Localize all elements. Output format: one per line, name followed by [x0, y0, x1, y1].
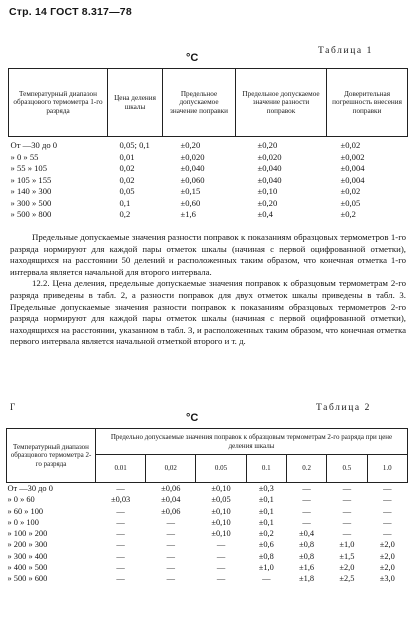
table1-row	[9, 137, 408, 152]
value-cell: —	[262, 574, 271, 584]
value-cell: —	[342, 484, 352, 493]
value-cell: ±0,10	[257, 186, 278, 196]
value-cell: ±1,0	[258, 563, 274, 573]
value-cell: ±0,040	[257, 163, 282, 173]
value-cell: —	[302, 484, 311, 493]
value-cell: —	[216, 563, 226, 573]
value-cell: —	[216, 574, 226, 584]
page-header: Стр. 14 ГОСТ 8.317—78	[9, 6, 132, 18]
value-cell: ±0,004	[340, 163, 365, 173]
value-cell: —	[342, 529, 352, 539]
value-cell: —	[342, 495, 352, 505]
table2-group-header: Предельно допускаемые значения поправок к образцовым термометрам 2-го разряда при цене деления шкалы	[96, 429, 408, 455]
table2-subheader: 0.01	[96, 455, 146, 483]
range-cell: » 105 » 155	[10, 174, 52, 185]
value-cell: ±0,03	[110, 495, 131, 505]
value-cell: —	[166, 540, 175, 550]
value-cell: ±0,10	[211, 529, 231, 539]
range-cell: » 500 » 800	[10, 209, 52, 219]
value-cell: ±1,8	[299, 574, 315, 584]
value-cell: ±1,6	[299, 563, 315, 573]
value-cell: —	[116, 551, 125, 561]
value-cell: ±1,6	[180, 209, 196, 219]
range-cell: » 0 » 100	[7, 517, 39, 527]
value-cell: ±0,06	[161, 484, 181, 493]
value-cell: ±0,10	[211, 484, 231, 493]
value-cell: ±0,05	[211, 495, 231, 505]
value-cell: ±0,020	[257, 151, 282, 162]
value-cell: ±0,8	[299, 540, 315, 550]
table1-header: Предельное допускаемое значение разности поправок	[236, 69, 327, 137]
value-cell: 0,01	[119, 151, 135, 162]
range-cell: От —30 до 0	[7, 484, 53, 493]
value-cell: ±0,1	[258, 495, 274, 505]
value-cell: —	[166, 529, 175, 539]
value-cell: ±0,05	[340, 197, 361, 208]
table1-header: Предельное допускаемое значение поправки	[163, 69, 236, 137]
value-cell: —	[302, 517, 311, 527]
value-cell: ±0,002	[340, 151, 365, 162]
value-cell: ±0,004	[340, 174, 365, 185]
table1-header: Температурный диапазон образцового термометра 1-го разряда	[9, 69, 108, 137]
value-cell: ±0,02	[340, 186, 361, 196]
table2-subheader: 0.05	[196, 455, 246, 483]
value-cell: ±0,040	[180, 163, 205, 173]
value-cell: 0,05	[119, 186, 135, 196]
table2-caption: Таблица 2	[316, 403, 372, 413]
value-cell: —	[383, 529, 392, 539]
value-cell: —	[116, 540, 125, 550]
value-cell: —	[116, 574, 125, 584]
value-cell: —	[166, 551, 175, 561]
value-cell: ±0,20	[257, 140, 278, 150]
table2-header: Температурный диапазон образцового термометра 2-го разряда	[7, 429, 96, 483]
value-cell: ±2,0	[379, 563, 395, 573]
value-cell: 0,02	[119, 163, 135, 173]
value-cell: ±0,4	[299, 529, 315, 539]
value-cell: ±0,1	[258, 517, 274, 527]
body-text	[10, 232, 406, 348]
table2-row	[7, 517, 408, 528]
value-cell: —	[166, 574, 175, 584]
value-cell: ±0,60	[180, 197, 201, 208]
value-cell: —	[166, 563, 175, 573]
margin-mark: Г	[10, 402, 16, 412]
value-cell: —	[116, 529, 125, 539]
value-cell: ±0,10	[211, 517, 231, 527]
table2-subheader: 0.5	[327, 455, 367, 483]
value-cell: —	[116, 484, 125, 493]
range-cell: » 0 » 60	[7, 495, 35, 505]
table1-caption: Таблица 1	[318, 46, 374, 56]
value-cell: ±2,0	[379, 551, 395, 561]
range-cell: » 140 » 300	[10, 186, 52, 196]
value-cell: —	[383, 517, 392, 527]
range-cell: » 100 » 200	[7, 529, 48, 539]
value-cell: —	[342, 517, 352, 527]
table2-subheader: 0,02	[146, 455, 196, 483]
value-cell: —	[302, 506, 311, 516]
value-cell: 0,1	[119, 197, 131, 208]
table1-unit: °C	[186, 52, 199, 64]
table2-subheader: 1.0	[367, 455, 407, 483]
value-cell: 0,2	[119, 209, 131, 219]
table1-header: Цена деления шкалы	[108, 69, 163, 137]
value-cell: ±1,0	[339, 540, 355, 550]
value-cell: —	[383, 484, 392, 493]
range-cell: » 200 » 300	[7, 540, 48, 550]
value-cell: —	[383, 506, 392, 516]
table2-row	[7, 483, 408, 495]
value-cell: ±3,0	[379, 574, 395, 584]
value-cell: —	[116, 517, 125, 527]
range-cell: » 300 » 400	[7, 551, 48, 561]
value-cell: ±0,4	[257, 209, 273, 219]
value-cell: ±0,060	[180, 174, 205, 185]
value-cell: —	[342, 506, 352, 516]
value-cell: —	[116, 563, 125, 573]
value-cell: ±0,2	[340, 209, 356, 219]
table1-row	[9, 198, 408, 210]
table2-row	[7, 573, 408, 584]
value-cell: ±0,3	[258, 484, 274, 493]
table1-row	[9, 152, 408, 164]
value-cell: —	[302, 495, 311, 505]
value-cell: ±1,5	[339, 551, 355, 561]
table2-subheader: 0.1	[246, 455, 286, 483]
value-cell: ±0,8	[258, 551, 274, 561]
value-cell: ±0,20	[257, 197, 278, 208]
table1	[8, 68, 408, 221]
value-cell: ±0,2	[258, 529, 274, 539]
value-cell: ±2,0	[379, 540, 395, 550]
value-cell: ±0,1	[258, 506, 274, 516]
table2-row	[7, 551, 408, 562]
table2-subheader: 0.2	[286, 455, 326, 483]
value-cell: ±0,020	[180, 151, 205, 162]
value-cell: ±0,6	[258, 540, 274, 550]
range-cell: » 300 » 500	[10, 197, 52, 208]
value-cell: ±0,04	[161, 495, 181, 505]
paragraph: Предельные допускаемые значения разности поправок к показаниям образцовых термометров 1-го разряда нормируют для каждой пары отметок шкалы (начиная с первой оцифрованной отметки), находящихся на расстоянии 50 делений и расположенных таким образом, что конечная отметка 1-го интервала является начальной для второго интервала.	[10, 232, 406, 277]
table1-header: Доверительная погрешность внесения поправки	[327, 69, 408, 137]
value-cell: —	[216, 551, 226, 561]
table2-row	[7, 506, 408, 517]
range-cell: » 400 » 500	[7, 563, 48, 573]
value-cell: ±0,06	[161, 506, 181, 516]
range-cell: » 0 » 55	[10, 151, 39, 162]
value-cell: ±0,040	[257, 174, 282, 185]
table2-unit: °C	[186, 412, 199, 424]
table2-row	[7, 539, 408, 550]
paragraph: 12.2. Цена деления, предельные допускаемые значения поправок к образцовым термометрам 2-го разряда приведены в табл. 2, а разности поправок для двух отметок шкалы приведены в табл. 3. Предельные допускаемые значения разности поправок к показаниям образцовых термометров 2-го разряда нормируют для каждой пары отметок шкалы (начиная с первой оцифрованной отметки), находящихся на расстоянии, указанном в табл. 3, и расположенных таким образом, что конечная отметка первого интервала является начальной отметкой второго и т. д.	[10, 278, 406, 347]
table1-row	[9, 175, 408, 187]
value-cell: ±0,02	[340, 140, 361, 150]
value-cell: ±0,15	[180, 186, 201, 196]
value-cell: 0,05; 0,1	[119, 140, 150, 150]
value-cell: 0,02	[119, 174, 135, 185]
value-cell: —	[116, 506, 125, 516]
table1-row	[9, 186, 408, 198]
value-cell: —	[216, 540, 226, 550]
value-cell: —	[166, 517, 175, 527]
value-cell: ±2,5	[339, 574, 355, 584]
range-cell: » 500 » 600	[7, 574, 48, 584]
table1-row	[9, 209, 408, 221]
table2-row	[7, 494, 408, 505]
table2-row	[7, 562, 408, 573]
value-cell: ±2,0	[339, 563, 355, 573]
value-cell: —	[383, 495, 392, 505]
table2-row	[7, 528, 408, 539]
value-cell: ±0,8	[299, 551, 315, 561]
range-cell: От —30 до 0	[10, 140, 58, 150]
table1-row	[9, 163, 408, 175]
value-cell: ±0,10	[211, 506, 231, 516]
value-cell: ±0,20	[180, 140, 201, 150]
range-cell: » 55 » 105	[10, 163, 48, 173]
table2	[6, 428, 408, 585]
range-cell: » 60 » 100	[7, 506, 44, 516]
